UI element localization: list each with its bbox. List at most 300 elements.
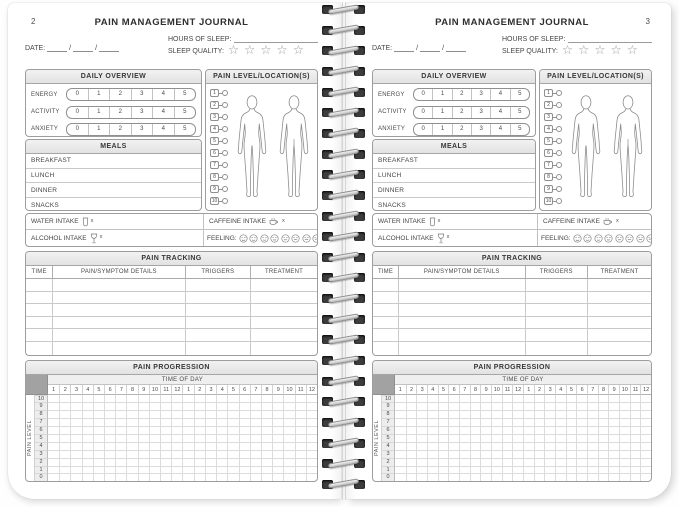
top-sections xyxy=(372,69,652,211)
tracking-cell xyxy=(250,329,317,341)
meal-row: BREAKFAST xyxy=(373,154,535,169)
pain-level-tick: 2 xyxy=(382,458,395,466)
water-intake-field xyxy=(26,214,204,230)
progression-cell xyxy=(171,466,182,474)
progression-cell xyxy=(598,426,609,434)
hour-label: 1 xyxy=(395,385,406,395)
progression-cell xyxy=(171,402,182,410)
section-pain-location xyxy=(205,69,318,211)
progression-cell xyxy=(182,426,193,434)
page-header xyxy=(372,9,652,33)
progression-cell xyxy=(448,426,459,434)
progression-cell xyxy=(82,442,93,450)
section-pain-tracking xyxy=(25,251,318,356)
progression-cell xyxy=(448,442,459,450)
progression-cell xyxy=(619,458,630,466)
pain-level-checkbox xyxy=(222,138,228,144)
scale-option: 0 xyxy=(75,108,79,115)
progression-cell xyxy=(239,466,250,474)
binding-coil xyxy=(316,169,372,181)
progression-cell xyxy=(640,458,651,466)
section-intake xyxy=(372,213,652,247)
body-front-figure xyxy=(231,91,273,204)
tracking-cell xyxy=(250,342,317,355)
pain-level-number: 3 xyxy=(544,113,553,121)
progression-cell xyxy=(544,450,555,458)
progression-cell xyxy=(48,418,59,426)
pain-level-tick: 9 xyxy=(35,402,48,410)
hour-label: 10 xyxy=(491,385,502,395)
progression-cell xyxy=(608,442,619,450)
tracking-cell xyxy=(185,342,250,355)
progression-cell xyxy=(544,466,555,474)
progression-cell xyxy=(619,434,630,442)
progression-cell xyxy=(470,434,481,442)
progression-cell xyxy=(416,442,427,450)
progression-cell xyxy=(261,442,272,450)
hour-label: 12 xyxy=(171,385,182,395)
progression-cell xyxy=(576,426,587,434)
pain-level-axis-label: PAIN LEVEL xyxy=(26,395,35,482)
pain-level-number: 9 xyxy=(210,185,219,193)
progression-cell xyxy=(459,442,470,450)
progression-cell xyxy=(566,473,577,481)
progression-cell xyxy=(227,434,238,442)
progression-cell xyxy=(93,458,104,466)
date-blank xyxy=(47,44,67,52)
caffeine-intake-field xyxy=(204,214,317,230)
progression-cell xyxy=(48,410,59,418)
sad-face-icon xyxy=(302,234,311,243)
progression-cell xyxy=(416,450,427,458)
tracking-empty-row xyxy=(26,279,317,292)
progression-cell xyxy=(70,418,81,426)
progression-cell xyxy=(459,418,470,426)
date-separator: / xyxy=(416,45,419,52)
progression-cell xyxy=(93,402,104,410)
progression-cell xyxy=(138,466,149,474)
journal-page xyxy=(346,9,671,482)
progression-cell xyxy=(555,395,566,403)
progression-cell xyxy=(160,466,171,474)
progression-cell xyxy=(160,426,171,434)
feeling-label: FEELING: xyxy=(541,234,571,242)
tracking-cell xyxy=(52,317,184,329)
pain-level-item xyxy=(544,89,564,97)
scale-option: 2 xyxy=(452,89,471,100)
pain-progression-grid xyxy=(373,375,651,482)
progression-cell xyxy=(59,402,70,410)
progression-cell xyxy=(138,458,149,466)
progression-cell xyxy=(502,426,513,434)
progression-cell xyxy=(227,402,238,410)
progression-cell xyxy=(502,450,513,458)
progression-cell xyxy=(261,466,272,474)
water-intake-multiplier: x xyxy=(90,218,94,224)
hour-label: 7 xyxy=(115,385,126,395)
body-front-figure xyxy=(565,91,607,204)
progression-cell xyxy=(406,458,417,466)
scale-option: 5 xyxy=(174,124,196,135)
metric-label: ANXIETY xyxy=(378,126,406,133)
scale-option: 1 xyxy=(432,107,451,118)
progression-cell xyxy=(619,426,630,434)
progression-cell xyxy=(272,410,283,418)
progression-cell xyxy=(598,395,609,403)
progression-cell xyxy=(93,426,104,434)
progression-cell xyxy=(261,450,272,458)
pain-level-item xyxy=(210,173,230,181)
progression-cell xyxy=(48,473,59,481)
progression-cell xyxy=(48,442,59,450)
date-field xyxy=(372,44,466,52)
progression-cell xyxy=(115,450,126,458)
progression-cell xyxy=(182,434,193,442)
progression-cell xyxy=(295,442,306,450)
progression-cell xyxy=(534,466,545,474)
progression-cell xyxy=(640,410,651,418)
tracking-column-header: PAIN/SYMPTOM DETAILS xyxy=(52,266,184,278)
scale-option: 2 xyxy=(109,107,131,118)
progression-cell xyxy=(272,418,283,426)
progression-cell xyxy=(395,458,406,466)
progression-cell xyxy=(272,466,283,474)
pain-level-checkbox xyxy=(222,102,228,108)
progression-cell xyxy=(512,395,523,403)
progression-cell xyxy=(587,402,598,410)
progression-cell xyxy=(512,473,523,481)
progression-cell xyxy=(470,466,481,474)
progression-cell xyxy=(138,442,149,450)
progression-cell xyxy=(395,434,406,442)
progression-cell xyxy=(205,458,216,466)
progression-cell xyxy=(272,450,283,458)
progression-cell xyxy=(283,434,294,442)
section-pain-location xyxy=(539,69,652,211)
progression-cell xyxy=(104,473,115,481)
progression-cell xyxy=(93,418,104,426)
scale-option: 0 xyxy=(421,91,425,98)
tracking-cell xyxy=(525,279,588,291)
progression-cell xyxy=(93,473,104,481)
pain-level-item xyxy=(544,197,564,205)
progression-cell xyxy=(239,410,250,418)
progression-cell xyxy=(115,458,126,466)
water-intake-label: WATER INTAKE xyxy=(378,218,426,225)
progression-cell xyxy=(93,395,104,403)
progression-cell xyxy=(261,458,272,466)
sleep-quality-field xyxy=(502,43,643,57)
progression-cell xyxy=(459,434,470,442)
pain-level-number: 8 xyxy=(544,173,553,181)
progression-cell xyxy=(491,466,502,474)
hour-label: 2 xyxy=(194,385,205,395)
progression-cell xyxy=(566,410,577,418)
cheeky-face-icon xyxy=(270,234,279,243)
progression-cell xyxy=(205,450,216,458)
tracking-empty-row xyxy=(373,317,651,330)
tracking-empty-row xyxy=(373,292,651,305)
progression-cell xyxy=(555,402,566,410)
progression-cell xyxy=(295,450,306,458)
progression-cell xyxy=(608,434,619,442)
tracking-cell xyxy=(185,292,250,304)
progression-cell xyxy=(115,442,126,450)
rating-scale xyxy=(66,123,196,136)
progression-cell xyxy=(576,458,587,466)
pain-level-number: 5 xyxy=(544,137,553,145)
progression-cell xyxy=(587,442,598,450)
progression-cell xyxy=(630,458,641,466)
binding-coil xyxy=(316,458,372,470)
progression-cell xyxy=(619,466,630,474)
progression-cell xyxy=(470,402,481,410)
pain-level-item xyxy=(544,149,564,157)
progression-cell xyxy=(82,395,93,403)
alcohol-intake-multiplier: x xyxy=(99,234,103,240)
pain-level-number: 2 xyxy=(210,101,219,109)
progression-cell xyxy=(216,434,227,442)
page-number: 3 xyxy=(645,17,650,26)
progression-cell xyxy=(534,473,545,481)
progression-cell xyxy=(491,410,502,418)
progression-cell xyxy=(395,442,406,450)
progression-cell xyxy=(406,426,417,434)
progression-cell xyxy=(239,450,250,458)
rating-scale xyxy=(66,106,196,119)
progression-cell xyxy=(576,402,587,410)
progression-cell xyxy=(126,410,137,418)
hour-label: 4 xyxy=(427,385,438,395)
progression-cell xyxy=(283,458,294,466)
progression-cell xyxy=(70,442,81,450)
progression-cell xyxy=(171,426,182,434)
wine-glass-icon xyxy=(90,233,98,244)
progression-cell xyxy=(491,434,502,442)
meals-header: MEALS xyxy=(26,140,201,154)
section-pain-progression xyxy=(372,360,652,483)
progression-cell xyxy=(640,402,651,410)
progression-cell xyxy=(395,450,406,458)
progression-cell xyxy=(502,434,513,442)
hour-label: 12 xyxy=(306,385,317,395)
progression-cell xyxy=(480,442,491,450)
progression-cell xyxy=(544,473,555,481)
progression-cell xyxy=(491,418,502,426)
top-sections xyxy=(25,69,318,211)
scale-option: 0 xyxy=(421,108,425,115)
progression-cell xyxy=(587,458,598,466)
progression-cell xyxy=(448,450,459,458)
progression-cell xyxy=(295,395,306,403)
progression-cell xyxy=(640,442,651,450)
progression-cell xyxy=(59,473,70,481)
caffeine-intake-field xyxy=(538,214,651,230)
progression-cell xyxy=(160,458,171,466)
sleep-fields xyxy=(168,35,318,57)
progression-cell xyxy=(149,442,160,450)
neutral-face-icon xyxy=(281,234,290,243)
progression-cell xyxy=(587,395,598,403)
hour-label: 3 xyxy=(416,385,427,395)
daily-overview-metrics xyxy=(373,84,535,137)
progression-cell xyxy=(534,434,545,442)
pain-level-item xyxy=(210,101,230,109)
progression-cell xyxy=(171,410,182,418)
progression-cell xyxy=(93,450,104,458)
date-blank xyxy=(394,44,414,52)
progression-cell xyxy=(261,395,272,403)
tracking-cell xyxy=(398,292,524,304)
progression-cell xyxy=(448,434,459,442)
progression-cell xyxy=(502,473,513,481)
progression-cell xyxy=(459,410,470,418)
hour-label: 5 xyxy=(566,385,577,395)
progression-cell xyxy=(283,450,294,458)
progression-cell xyxy=(502,395,513,403)
water-cup-icon xyxy=(82,217,89,227)
progression-cell xyxy=(438,466,449,474)
tracking-cell xyxy=(52,292,184,304)
hour-label: 11 xyxy=(295,385,306,395)
tracking-empty-row xyxy=(373,342,651,355)
scale-option: 5 xyxy=(510,107,529,118)
progression-cell xyxy=(576,418,587,426)
pain-level-item xyxy=(210,161,230,169)
progression-cell xyxy=(480,434,491,442)
pain-tracking-column-headers xyxy=(26,266,317,279)
progression-cell xyxy=(416,410,427,418)
progression-cell xyxy=(48,458,59,466)
pain-level-tick: 10 xyxy=(35,395,48,403)
pain-level-number: 4 xyxy=(210,125,219,133)
section-pain-tracking xyxy=(372,251,652,356)
pain-level-tick: 6 xyxy=(382,426,395,434)
progression-cell xyxy=(608,410,619,418)
progression-cell xyxy=(227,426,238,434)
hours-of-sleep-field xyxy=(168,35,318,43)
progression-cell xyxy=(227,442,238,450)
progression-cell xyxy=(576,442,587,450)
progression-cell xyxy=(160,473,171,481)
hour-label: 7 xyxy=(459,385,470,395)
progression-cell xyxy=(459,426,470,434)
progression-cell xyxy=(295,418,306,426)
tracking-cell xyxy=(398,317,524,329)
progression-cell xyxy=(395,426,406,434)
hour-label: 12 xyxy=(640,385,651,395)
tracking-cell xyxy=(587,317,651,329)
progression-cell xyxy=(544,418,555,426)
pain-level-item xyxy=(210,137,230,145)
progression-cell xyxy=(70,402,81,410)
tracking-cell xyxy=(185,304,250,316)
progression-cell xyxy=(523,418,534,426)
progression-cell xyxy=(239,426,250,434)
progression-cell xyxy=(138,450,149,458)
scale-option: 2 xyxy=(109,124,131,135)
progression-cell xyxy=(416,473,427,481)
progression-cell xyxy=(216,395,227,403)
progression-cell xyxy=(534,450,545,458)
pain-progression-header: PAIN PROGRESSION xyxy=(373,361,651,375)
progression-cell xyxy=(59,395,70,403)
progression-cell xyxy=(576,434,587,442)
progression-cell xyxy=(512,450,523,458)
pain-progression-header: PAIN PROGRESSION xyxy=(26,361,317,375)
pain-level-checkbox xyxy=(556,90,562,96)
progression-cell xyxy=(448,473,459,481)
meal-row: SNACKS xyxy=(31,201,59,209)
progression-cell xyxy=(395,410,406,418)
progression-cell xyxy=(104,395,115,403)
progression-cell xyxy=(59,410,70,418)
tracking-cell xyxy=(26,279,52,291)
progression-cell xyxy=(194,402,205,410)
journal-title: PAIN MANAGEMENT JOURNAL xyxy=(435,17,589,28)
pain-level-tick: 0 xyxy=(382,473,395,481)
progression-cell xyxy=(250,450,261,458)
pain-level-checkbox xyxy=(556,102,562,108)
scale-option: 3 xyxy=(471,89,490,100)
progression-cell xyxy=(126,466,137,474)
progression-cell xyxy=(194,434,205,442)
coffee-cup-icon xyxy=(269,217,280,226)
scale-option: 3 xyxy=(131,107,153,118)
alcohol-intake-field xyxy=(373,230,538,246)
scale-option: 3 xyxy=(471,124,490,135)
progression-cell xyxy=(239,402,250,410)
metric-label: ACTIVITY xyxy=(378,109,407,116)
pain-level-checkbox xyxy=(222,162,228,168)
pain-location-header: PAIN LEVEL/LOCATION(S) xyxy=(206,70,317,84)
progression-cell xyxy=(598,473,609,481)
progression-cell xyxy=(149,410,160,418)
pain-level-checkbox xyxy=(556,114,562,120)
hour-label: 8 xyxy=(261,385,272,395)
progression-cell xyxy=(250,473,261,481)
progression-cell xyxy=(566,402,577,410)
pain-level-tick: 4 xyxy=(382,442,395,450)
pain-location-content xyxy=(540,84,651,210)
progression-cell xyxy=(512,442,523,450)
tracking-cell xyxy=(525,317,588,329)
progression-cell xyxy=(544,434,555,442)
progression-cell xyxy=(295,466,306,474)
pain-level-checklist xyxy=(544,87,564,207)
scale-option: 3 xyxy=(471,107,490,118)
progression-cell xyxy=(82,473,93,481)
progression-cell xyxy=(523,466,534,474)
body-back-figure xyxy=(607,91,649,204)
progression-cell xyxy=(534,418,545,426)
progression-cell xyxy=(295,426,306,434)
hour-label: 7 xyxy=(587,385,598,395)
progression-cell xyxy=(406,450,417,458)
progression-cell xyxy=(427,395,438,403)
progression-cell xyxy=(534,442,545,450)
pain-level-checkbox xyxy=(556,198,562,204)
progression-cell xyxy=(182,450,193,458)
progression-cell xyxy=(598,410,609,418)
hour-label: 2 xyxy=(59,385,70,395)
progression-cell xyxy=(194,442,205,450)
hour-label: 1 xyxy=(182,385,193,395)
meals-rows xyxy=(373,154,535,211)
scale-option: 4 xyxy=(152,89,174,100)
progression-cell xyxy=(416,418,427,426)
metric-row xyxy=(31,121,196,137)
